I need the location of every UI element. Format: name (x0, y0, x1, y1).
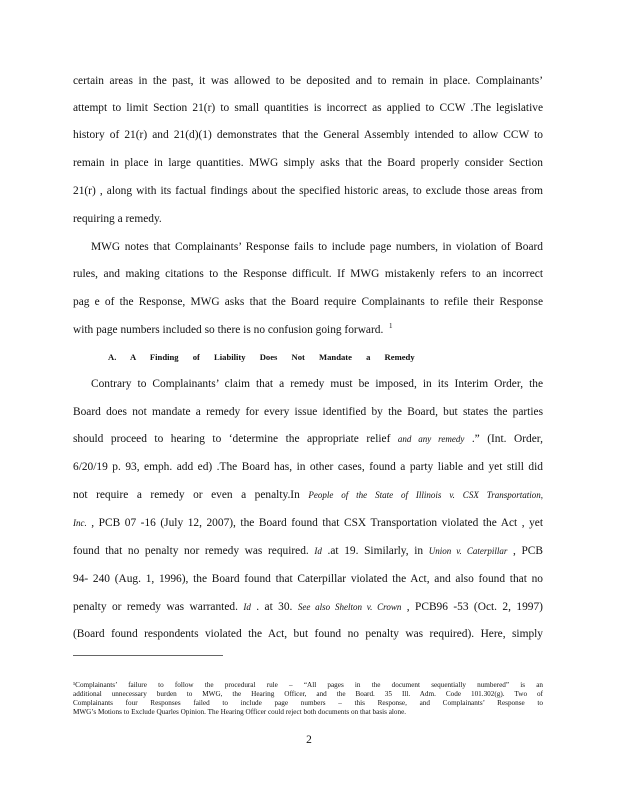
body-text: should proceed to hearing to ‘determine the appropriate relief (73, 433, 391, 445)
body-text-line: (Board found respondents violated the Act, but found no penalty was required). Here, simply (73, 628, 543, 640)
body-text: penalty or remedy was warranted. (73, 601, 238, 613)
case-citation: Id (243, 602, 251, 612)
body-text-line: attempt to limit Section 21(r) to small quantities is incorrect as applied to CCW .The legislative (73, 102, 543, 114)
footnote-text-line: MWG’s Motions to Exclude Quarles Opinion. The Hearing Officer could reject both documents on that basis alone. (73, 708, 407, 716)
footnote-reference: 1 (389, 322, 393, 331)
body-text: . at 30. (256, 601, 293, 613)
body-text-line: remain in place in large quantities. MWG simply asks that the Board properly consider Section (73, 157, 543, 169)
body-text-line: history of 21(r) and 21(d)(1) demonstrates that the General Assembly intended to allow CCW to (73, 129, 543, 141)
body-text-line: pag e of the Response, MWG asks that the Board require Complainants to refile their Response (73, 296, 543, 308)
body-text: , PCB (512, 545, 543, 557)
body-text-line: certain areas in the past, it was allowed to be deposited and to remain in place. Complainants’ (73, 75, 543, 87)
body-text-line (73, 323, 543, 337)
footnote-text-line: Complainants four Responses failed to include page numbers – this Response, and Complainants’ Response to (73, 699, 543, 707)
body-text-line: MWG notes that Complainants’ Response fails to include page numbers, in violation of Board (91, 241, 543, 253)
body-text: .at 19. Similarly, in (327, 545, 424, 557)
body-text-line (73, 544, 543, 558)
body-text: with page numbers included so there is no confusion going forward. (73, 324, 384, 336)
emphasis-text: and any remedy (397, 434, 465, 444)
footnote-divider (73, 655, 223, 656)
body-text-line: 6/20/19 p. 93, emph. add ed) .The Board has, in other cases, found a party liable and yet still did (73, 461, 543, 473)
body-text-line: rules, and making citations to the Response difficult. If MWG mistakenly refers to an incorrect (73, 268, 543, 280)
section-heading: A. A Finding of Liability Does Not Mandate a Remedy (108, 352, 415, 362)
case-citation: Union v. Caterpillar (428, 546, 508, 556)
body-text-line (73, 432, 543, 446)
body-text-line: requiring a remedy. (73, 213, 162, 225)
body-text-line: Board does not mandate a remedy for every issue identified by the Board, but states the parties (73, 406, 543, 418)
case-citation: People of the State of Illinois v. CSX Transportation, (308, 490, 543, 500)
body-text: .” (Int. Order, (471, 433, 543, 445)
body-text-line (73, 600, 543, 614)
body-text-line (73, 516, 543, 530)
body-text-line: 94- 240 (Aug. 1, 1996), the Board found that Caterpillar violated the Act, and also found that no (73, 573, 543, 585)
body-text-line (73, 488, 543, 502)
case-citation: Inc. (73, 518, 87, 528)
body-text: , PCB96 -53 (Oct. 2, 1997) (406, 601, 543, 613)
body-text: not require a remedy or even a penalty.In (73, 489, 300, 501)
body-text: , PCB 07 -16 (July 12, 2007), the Board found that CSX Transportation violated the Act , yet (91, 517, 543, 529)
case-citation: See also Shelton v. Crown (297, 602, 402, 612)
body-text: found that no penalty nor remedy was required. (73, 545, 309, 557)
page-number: 2 (306, 734, 312, 746)
body-text-line: Contrary to Complainants’ claim that a remedy must be imposed, in its Interim Order, the (91, 378, 543, 390)
footnote-text-line: ¹Complainants’ failure to follow the procedural rule – “All pages in the document sequentially numbered” is an (73, 681, 543, 689)
footnote-text-line: additional unnecessary burden to MWG, the Hearing Officer, and the Board. 35 Ill. Adm. Code 101.302(g). Two of (73, 690, 543, 698)
body-text-line: 21(r) , along with its factual findings about the specified historic areas, to exclude those areas from (73, 185, 543, 197)
case-citation: Id (314, 546, 322, 556)
